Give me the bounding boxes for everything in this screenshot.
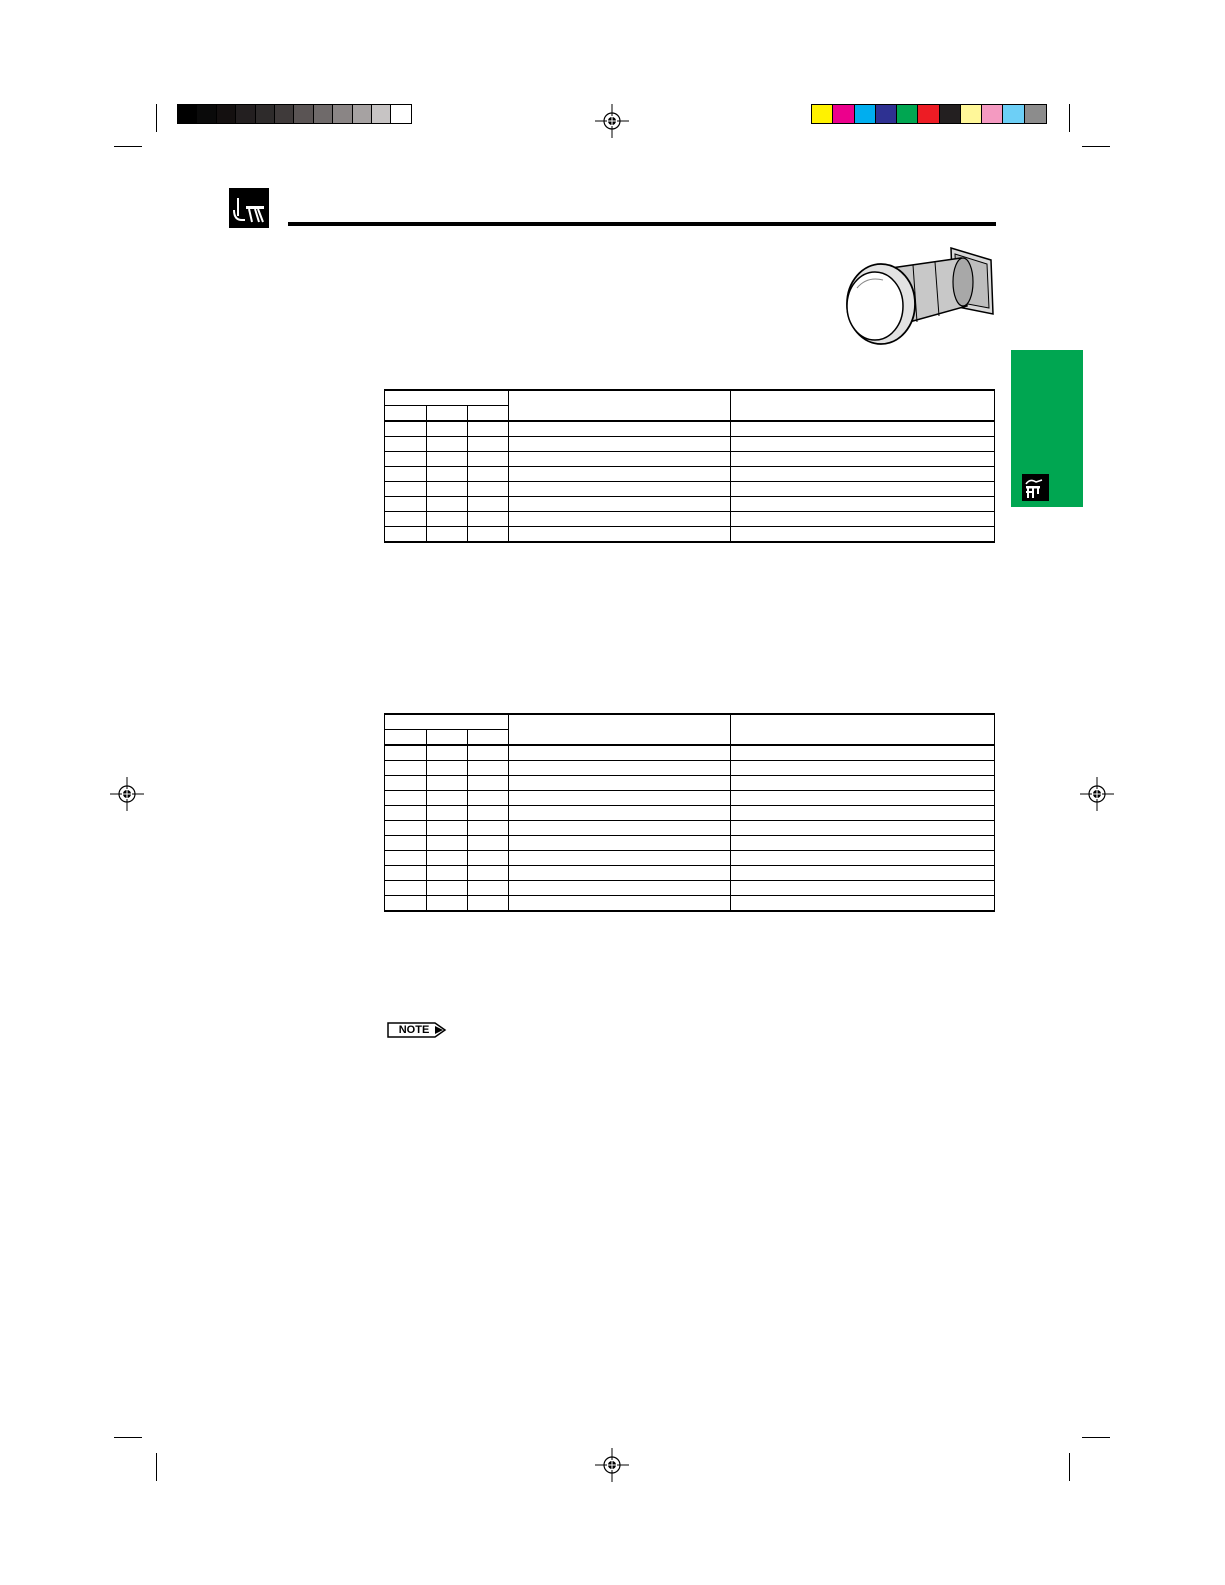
color-swatch: [855, 105, 876, 123]
color-swatch: [961, 105, 982, 123]
color-swatch: [178, 105, 197, 123]
table-row: [385, 497, 995, 512]
color-swatch: [314, 105, 333, 123]
crop-mark: [1069, 1453, 1070, 1481]
table-header-row: [385, 390, 995, 406]
registration-mark-icon: [1080, 777, 1114, 811]
color-swatch: [1003, 105, 1024, 123]
registration-mark-icon: [595, 104, 629, 138]
table-row: [385, 821, 995, 836]
table-row: [385, 866, 995, 881]
color-swatch: [236, 105, 255, 123]
color-swatch: [294, 105, 313, 123]
table-row: [385, 482, 995, 497]
color-swatch: [876, 105, 897, 123]
registration-mark-icon: [595, 1448, 629, 1482]
table-row: [385, 512, 995, 527]
table-header-row: [385, 714, 995, 730]
color-swatch: [982, 105, 1003, 123]
specification-table-2: [384, 713, 994, 912]
table-header-cell: [385, 714, 509, 730]
table-row: [385, 761, 995, 776]
table-row: [385, 881, 995, 896]
grayscale-calibration-bar: [177, 104, 412, 124]
specification-table-1: [384, 389, 994, 543]
table-header-cell: [427, 406, 468, 422]
crop-mark: [1069, 104, 1070, 132]
color-swatch: [256, 105, 275, 123]
table-row: [385, 806, 995, 821]
table-row: [385, 836, 995, 851]
color-swatch: [372, 105, 391, 123]
table-row: [385, 452, 995, 467]
table-header-cell: [385, 730, 427, 746]
note-label: NOTE: [398, 1024, 430, 1036]
projector-connection-icon: [1022, 474, 1049, 501]
table-header-cell: [509, 714, 731, 745]
table-header-cell: [468, 406, 509, 422]
crop-mark: [156, 104, 157, 132]
table-row: [385, 791, 995, 806]
table-row: [385, 776, 995, 791]
projector-lens-illustration: [843, 244, 1011, 352]
table-header-cell: [468, 730, 509, 746]
projector-connection-icon: [229, 188, 269, 228]
table-header-cell: [731, 714, 995, 745]
color-swatch: [275, 105, 294, 123]
color-swatch: [1025, 105, 1046, 123]
color-swatch: [391, 105, 410, 123]
color-swatch: [353, 105, 372, 123]
crop-mark: [114, 146, 142, 147]
color-swatch: [940, 105, 961, 123]
process-color-calibration-bar: [811, 104, 1047, 124]
section-header-rule: [288, 222, 996, 226]
table-row: [385, 467, 995, 482]
table-header-cell: [427, 730, 468, 746]
table-row: [385, 851, 995, 866]
table-header-cell: [385, 406, 427, 422]
table-header-cell: [509, 390, 731, 421]
table-row: [385, 437, 995, 452]
color-swatch: [333, 105, 352, 123]
crop-mark: [114, 1437, 142, 1438]
table-row: [385, 421, 995, 437]
crop-mark: [1082, 146, 1110, 147]
table-row: [385, 896, 995, 912]
table-header-cell: [385, 390, 509, 406]
color-swatch: [918, 105, 939, 123]
color-swatch: [812, 105, 833, 123]
crop-mark: [156, 1453, 157, 1481]
table-header-cell: [731, 390, 995, 421]
crop-mark: [1082, 1437, 1110, 1438]
table-row: [385, 527, 995, 543]
table-row: [385, 745, 995, 761]
registration-mark-icon: [110, 777, 144, 811]
color-swatch: [833, 105, 854, 123]
color-swatch: [217, 105, 236, 123]
color-swatch: [897, 105, 918, 123]
color-swatch: [197, 105, 216, 123]
